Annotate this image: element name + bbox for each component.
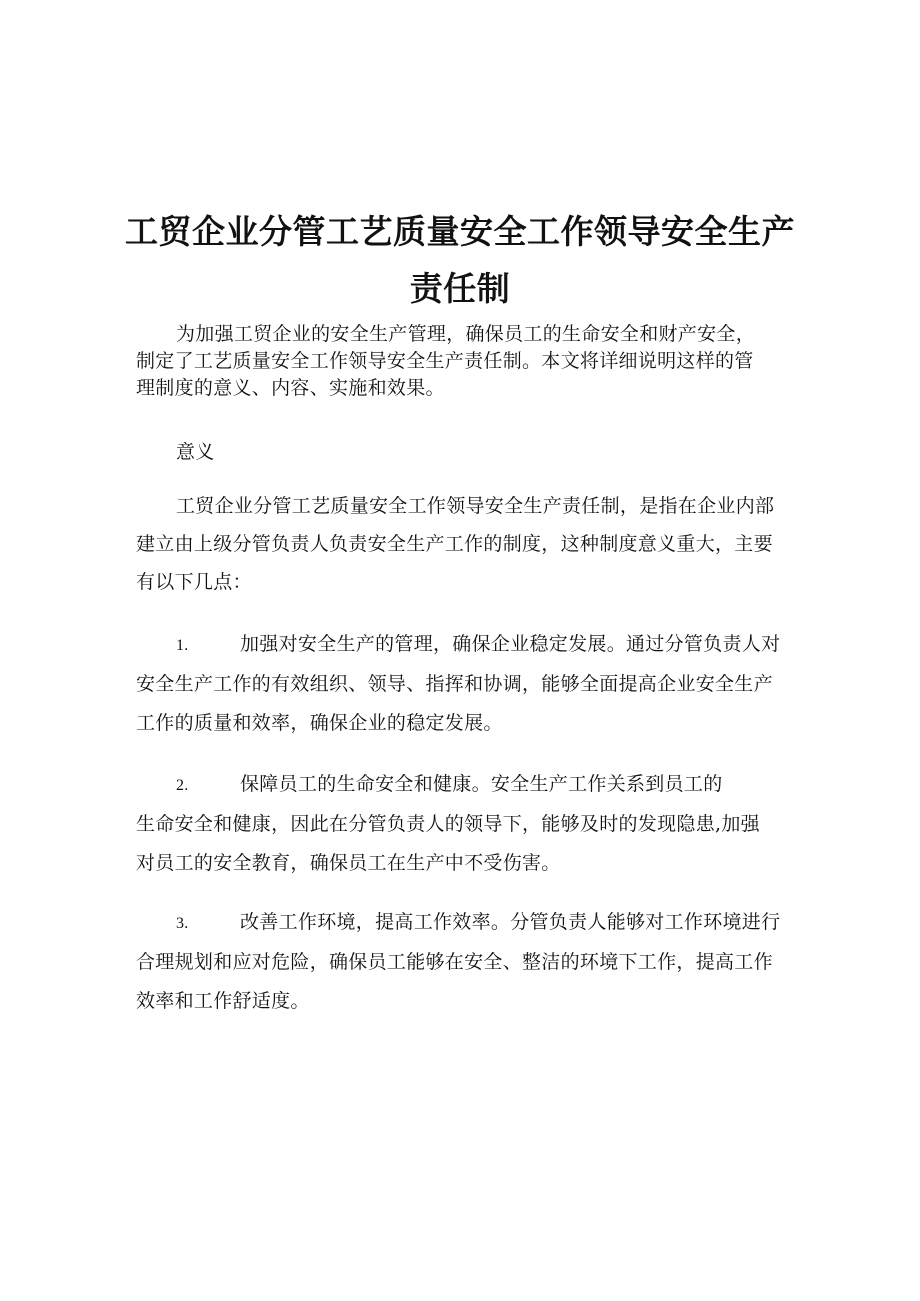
list-item-line: 效率和工作舒适度。 (136, 990, 310, 1012)
intro-line: 制定了工艺质量安全工作领导安全生产责任制。本文将详细说明这样的管 (136, 350, 754, 372)
intro-paragraph (136, 321, 796, 402)
list-item-line: 对员工的安全教育，确保员工在生产中不受伤害。 (136, 852, 561, 874)
list-item (136, 625, 796, 743)
list-item-line: 生命安全和健康，因此在分管负责人的领导下，能够及时的发现隐患,加强 (136, 813, 760, 835)
list-item (136, 765, 796, 883)
list-item-first-line (136, 765, 796, 805)
section-heading-text: 意义 (176, 441, 215, 463)
intro-line: 为加强工贸企业的安全生产管理，确保员工的生命安全和财产安全， (176, 323, 756, 345)
list-item (136, 903, 796, 1021)
list-item-line: 工作的质量和效率，确保企业的稳定发展。 (136, 712, 503, 734)
list-item-line: 安全生产工作的有效组织、领导、指挥和协调，能够全面提高企业安全生产 (136, 673, 773, 695)
list-item-first-line (136, 625, 796, 665)
section-paragraph-line: 工贸企业分管工艺质量安全工作领导安全生产责任制，是指在企业内部 (176, 495, 775, 517)
list-item-text: 改善工作环境，提高工作效率。分管负责人能够对工作环境进行 (240, 911, 781, 933)
section-paragraph (136, 487, 796, 601)
section-paragraph-line: 建立由上级分管负责人负责安全生产工作的制度，这种制度意义重大，主要 (136, 533, 773, 555)
section-heading (136, 436, 796, 469)
list-item-line: 合理规划和应对危险，确保员工能够在安全、整洁的环境下工作，提高工作 (136, 951, 773, 973)
list-item-number: 1. (176, 637, 189, 654)
intro-line: 理制度的意义、内容、实施和效果。 (136, 377, 445, 399)
list-item-text: 保障员工的生命安全和健康。安全生产工作关系到员工的 (240, 773, 723, 795)
list-item-text: 加强对安全生产的管理，确保企业稳定发展。通过分管负责人对 (240, 633, 781, 655)
list-item-first-line (136, 903, 796, 943)
section-paragraph-line: 有以下几点： (136, 571, 252, 593)
list-item-number: 3. (176, 915, 189, 932)
document-title-line-1: 工贸企业分管工艺质量安全工作领导安全生产 (125, 212, 795, 251)
list-item-number: 2. (176, 777, 189, 794)
document-title-line-2: 责任制 (409, 269, 511, 308)
